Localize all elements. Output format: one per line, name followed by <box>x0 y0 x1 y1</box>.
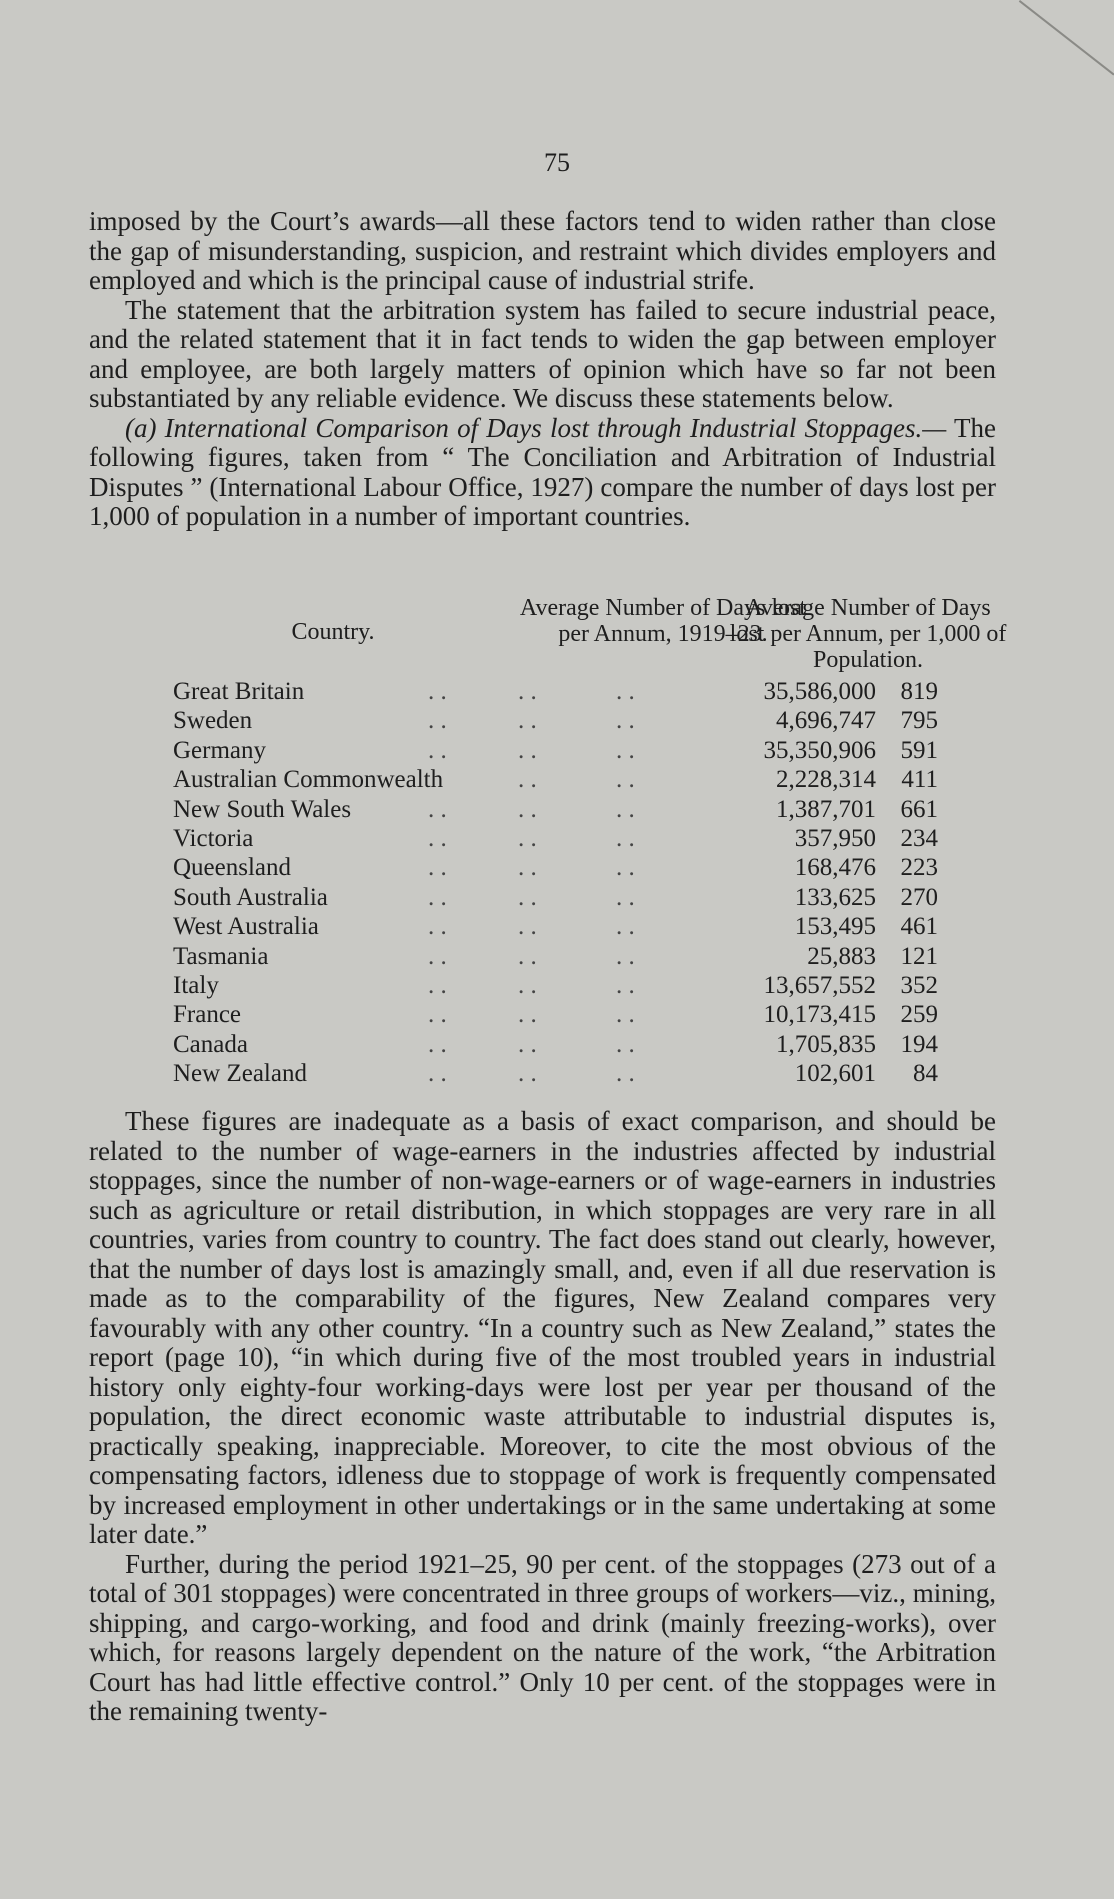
cell-days-lost: 133,625 <box>794 883 876 911</box>
cell-country: Italy <box>173 971 219 999</box>
paragraph-arbitration-statement: The statement that the arbitration system has failed to secure industrial peace, and the related statement that it in fact tends to widen the gap between employer and employee, are both largely matters of opinion which have so far not been substantiated by any reliable evidence. We discuss these statements below. <box>89 294 996 413</box>
table-row <box>168 1030 998 1059</box>
leader-dots: . . <box>616 707 635 735</box>
table-row <box>168 971 998 1000</box>
cell-country: Australian Commonwealth <box>173 766 444 794</box>
leader-dots: . . <box>616 883 635 911</box>
leader-dots: . . <box>428 795 447 823</box>
paragraph-figures-inadequate: These figures are inadequate as a basis of exact comparison, and should be related to the number of wage-earners in the industries affected by industrial stoppages, since the number of non-wage-earners or of wage-earners in industries such as agriculture or retail distribution, in which stoppages are very rare in all countries, varies from country to country. The fact does stand out clearly, however, that the number of days lost is amazingly small, and, even if all due reservation is made as to the comparability of the figures, New Zealand compares very favourably with any other country. “In a country such as New Zealand,” states the report (page 10), “in which during five of the most troubled years in industrial history only eighty-four working-days were lost per year per thousand of the population, the direct economic waste attributable to industrial disputes is, practically speaking, inappreciable. Moreover, to cite the most obvious of the compensating factors, idleness due to stoppage of work is frequently compensated by increased employment in other undertakings or in the same undertaking at some later date.” <box>89 1106 996 1549</box>
table-row <box>168 942 998 971</box>
leader-dots: . . <box>616 1030 635 1058</box>
leader-dots: . . <box>518 678 537 705</box>
leader-dots: . . <box>518 707 537 735</box>
leader-dots: . . <box>518 913 537 941</box>
cell-per-thousand: 223 <box>900 854 938 882</box>
cell-days-lost: 1,705,835 <box>776 1030 876 1058</box>
cell-country: Victoria <box>173 824 254 852</box>
paragraph-continuation: imposed by the Court’s awards—all these factors tend to widen rather than close the gap of misunderstanding, suspicion, and restraint which divides employers and employed and which is the principal cause of industrial strife. <box>89 206 996 295</box>
paragraph-further: Further, during the period 1921–25, 90 per cent. of the stoppages (273 out of a total of 301 stoppages) were concentrated in three groups of workers—viz., mining, shipping, and cargo-working, and food and drink (mainly freezing-works), over which, for reasons largely dependent on the nature of the work, “the Arbitration Court has had little effective control.” Only 10 per cent. of the stoppages were in the remaining twenty- <box>89 1548 996 1726</box>
paragraph-section-a <box>89 414 996 532</box>
table-row <box>168 677 998 706</box>
cell-days-lost: 4,696,747 <box>776 707 876 735</box>
cell-per-thousand: 234 <box>900 824 938 852</box>
header-country: Country. <box>291 619 375 645</box>
cell-country: New South Wales <box>173 795 352 823</box>
section-body: The following figures, taken from “ The Conciliation and Arbitration of Industrial Disputes ” (International Labour Office, 1927) compare the number of days lost per 1,000 of population in a number of important countries. <box>89 412 997 531</box>
leader-dots: . . <box>616 824 635 852</box>
cell-days-lost: 35,586,000 <box>763 678 876 705</box>
leader-dots: . . <box>428 1001 447 1029</box>
table-row <box>168 706 998 735</box>
leader-dots: . . <box>616 1060 635 1088</box>
text-block-bottom <box>89 1107 996 1727</box>
table-row <box>168 736 998 765</box>
leader-dots: . . <box>428 824 447 852</box>
leader-dots: . . <box>428 913 447 941</box>
leader-dots: . . <box>518 766 537 794</box>
table-row <box>168 765 998 794</box>
cell-days-lost: 13,657,552 <box>763 971 876 999</box>
leader-dots: . . <box>428 854 447 882</box>
cell-days-lost: 153,495 <box>794 913 876 941</box>
table-header <box>168 595 1007 677</box>
leader-dots: . . <box>428 707 447 735</box>
leader-dots: . . <box>518 824 537 852</box>
section-lead-in: (a) International Comparison of Days lost through Industrial Stoppages.— <box>125 412 947 443</box>
cell-country: West Australia <box>173 913 319 941</box>
cell-country: Queensland <box>173 854 292 882</box>
leader-dots: . . <box>428 736 447 764</box>
table-row <box>168 824 998 853</box>
cell-per-thousand: 591 <box>900 736 938 764</box>
leader-dots: . . <box>518 854 537 882</box>
cell-per-thousand: 352 <box>900 971 938 999</box>
cell-country: Tasmania <box>173 942 269 970</box>
cell-per-thousand: 84 <box>913 1060 938 1088</box>
leader-dots: . . <box>616 795 635 823</box>
cell-per-thousand: 411 <box>901 766 938 794</box>
cell-days-lost: 102,601 <box>794 1060 876 1088</box>
leader-dots: . . <box>518 1001 537 1029</box>
leader-dots: . . <box>616 971 635 999</box>
table-row <box>168 1059 998 1088</box>
cell-country: Germany <box>173 736 267 764</box>
leader-dots: . . <box>518 1060 537 1088</box>
leader-dots: . . <box>428 883 447 911</box>
cell-country: Canada <box>173 1030 248 1058</box>
leader-dots: . . <box>518 942 537 970</box>
table-row <box>168 853 998 882</box>
cell-days-lost: 357,950 <box>794 824 876 852</box>
cell-country: South Australia <box>173 883 328 911</box>
leader-dots: . . <box>518 971 537 999</box>
cell-days-lost: 10,173,415 <box>763 1001 876 1029</box>
cell-country: France <box>173 1001 242 1029</box>
cell-country: New Zealand <box>173 1060 307 1088</box>
cell-per-thousand: 194 <box>900 1030 938 1058</box>
header-days-per-annum: Average Number of Days lost per Annum, 1919–23. <box>519 595 807 647</box>
leader-dots: . . <box>518 736 537 764</box>
cell-per-thousand: 270 <box>900 883 938 911</box>
stoppages-table <box>168 595 1007 1088</box>
leader-dots: . . <box>428 1030 447 1058</box>
leader-dots: . . <box>616 854 635 882</box>
page-edge-mark <box>1019 0 1114 75</box>
leader-dots: . . <box>616 913 635 941</box>
cell-days-lost: 35,350,906 <box>763 736 876 764</box>
leader-dots: . . <box>518 1030 537 1058</box>
leader-dots: . . <box>616 678 635 705</box>
cell-days-lost: 25,883 <box>807 942 876 970</box>
cell-per-thousand: 795 <box>900 707 938 735</box>
cell-per-thousand: 259 <box>900 1001 938 1029</box>
cell-per-thousand: 121 <box>900 942 938 970</box>
leader-dots: . . <box>428 678 447 705</box>
header-per-thousand: Average Number of Days lost per Annum, per 1,000 of Population. <box>729 595 1007 673</box>
text-block-top <box>89 207 996 532</box>
page-number: 75 <box>544 148 570 177</box>
leader-dots: . . <box>428 942 447 970</box>
leader-dots: . . <box>518 883 537 911</box>
leader-dots: . . <box>616 1001 635 1029</box>
table-row <box>168 795 998 824</box>
cell-per-thousand: 819 <box>900 678 938 705</box>
cell-country: Great Britain <box>173 678 305 705</box>
leader-dots: . . <box>428 971 447 999</box>
table-body <box>168 677 998 1088</box>
cell-per-thousand: 661 <box>900 795 938 823</box>
cell-days-lost: 2,228,314 <box>776 766 876 794</box>
leader-dots: . . <box>518 795 537 823</box>
table-row <box>168 883 998 912</box>
cell-per-thousand: 461 <box>900 913 938 941</box>
leader-dots: . . <box>616 766 635 794</box>
cell-country: Sweden <box>173 707 253 735</box>
table-row <box>168 1000 998 1029</box>
leader-dots: . . <box>616 942 635 970</box>
leader-dots: . . <box>428 1060 447 1088</box>
leader-dots: . . <box>616 736 635 764</box>
cell-days-lost: 1,387,701 <box>776 795 876 823</box>
table-row <box>168 912 998 941</box>
cell-days-lost: 168,476 <box>794 854 876 882</box>
